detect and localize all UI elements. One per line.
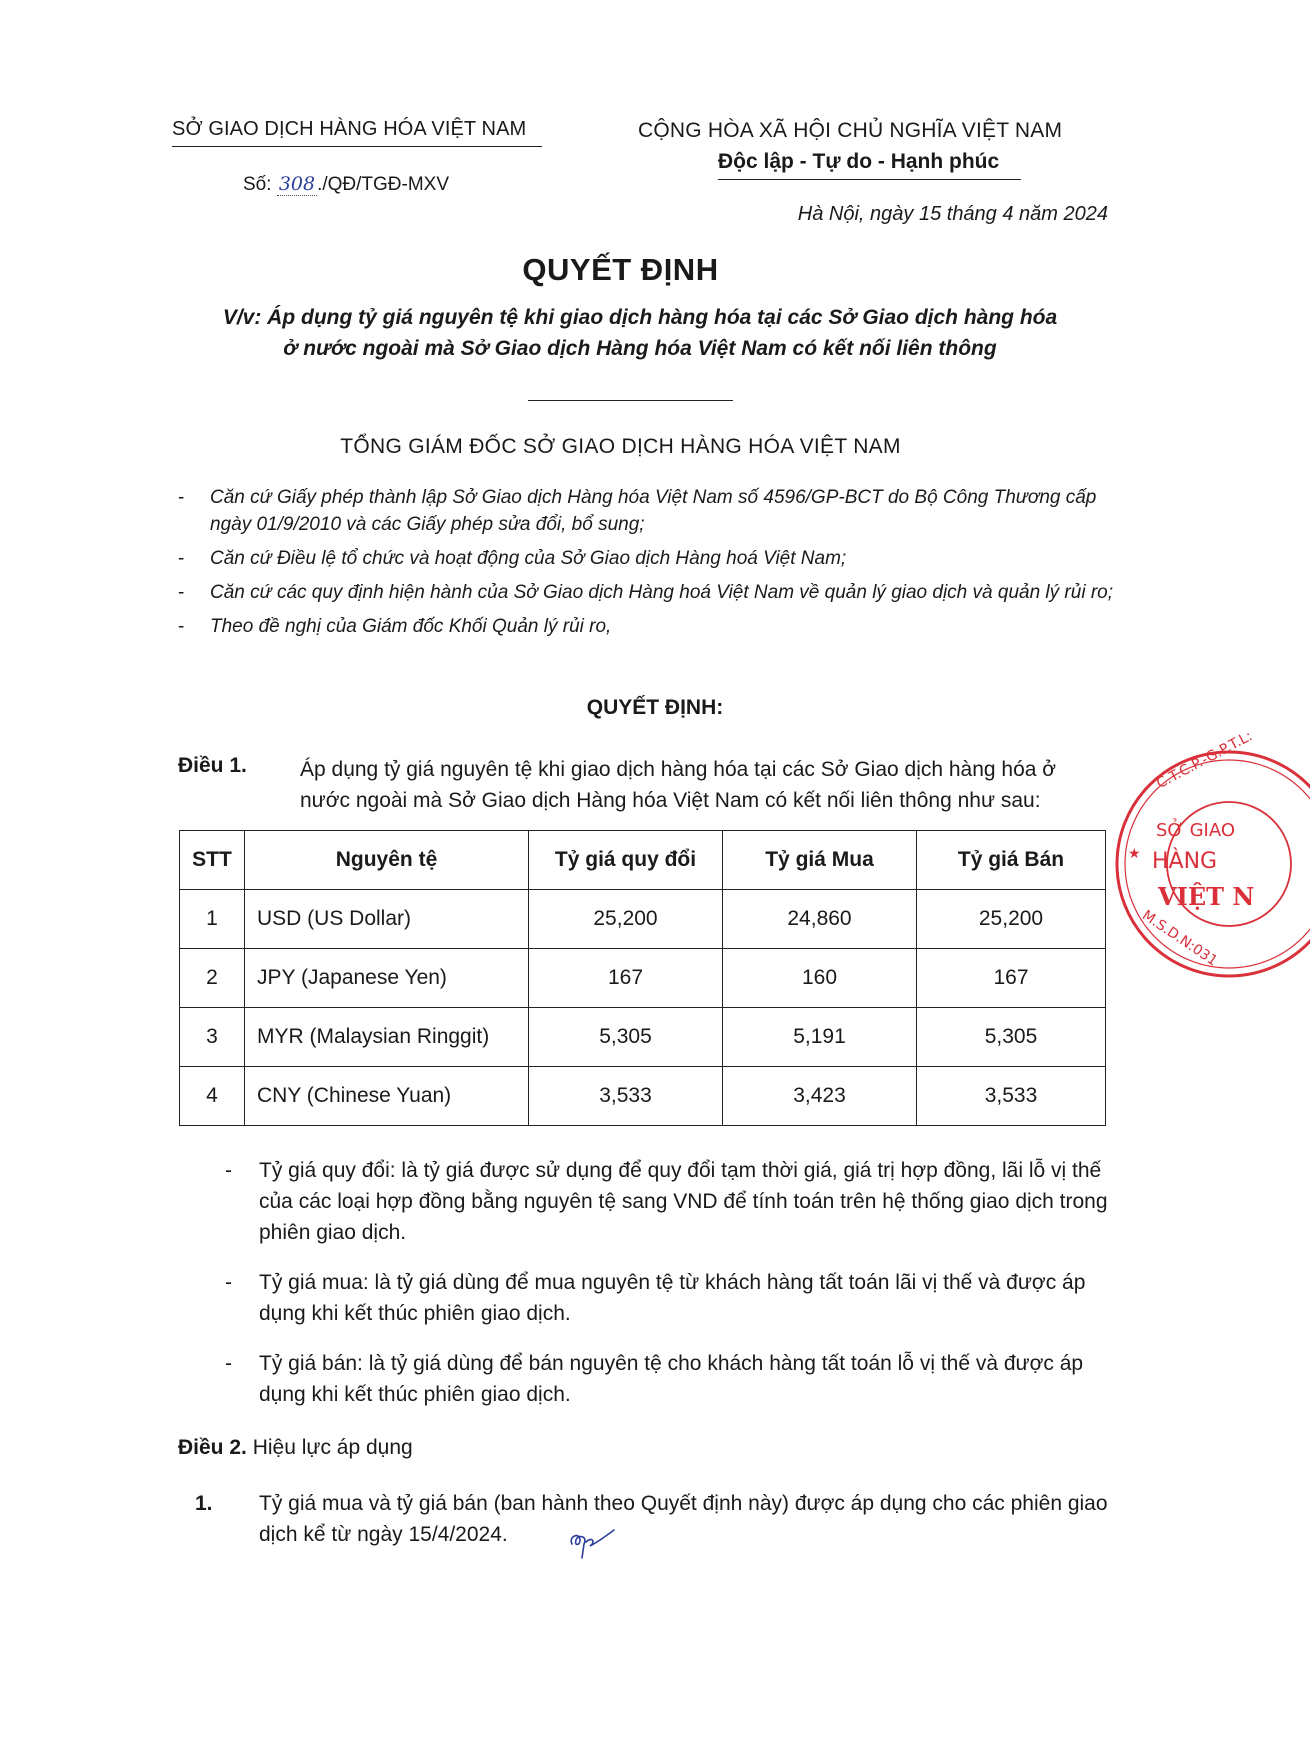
list-dash: - — [178, 487, 185, 508]
definition-item: - Tỷ giá bán: là tỷ giá dùng để bán nguyên tệ cho khách hàng tất toán lỗ vị thế và được áp dụng khi kết thúc phiên giao dịch. — [225, 1348, 1115, 1410]
svg-text:M.S.D.N:031: M.S.D.N:031 — [1139, 907, 1221, 970]
handwritten-number: 308 — [278, 173, 316, 195]
article-2-label: Điều 2. — [178, 1436, 247, 1459]
document-number — [243, 173, 449, 196]
issue-date: Hà Nội, ngày 15 tháng 4 năm 2024 — [797, 203, 1108, 225]
cell-currency: CNY (Chinese Yuan) — [245, 1067, 529, 1126]
table-header-row — [180, 831, 1106, 890]
column-header-buy-rate: Tỷ giá Mua — [723, 831, 917, 890]
svg-text:SỞ GIAO: SỞ GIAO — [1156, 820, 1236, 841]
list-dash: - — [178, 616, 185, 637]
separator-rule — [528, 400, 733, 401]
cell-sell-rate: 3,533 — [917, 1067, 1106, 1126]
cell-sell-rate: 25,200 — [917, 890, 1106, 949]
list-dash: - — [225, 1271, 232, 1294]
article-2-title: Hiệu lực áp dụng — [252, 1436, 413, 1459]
article-2-item — [195, 1488, 1115, 1550]
cell-sell-rate: 5,305 — [917, 1008, 1106, 1067]
cell-buy-rate: 3,423 — [723, 1067, 917, 1126]
cell-currency: MYR (Malaysian Ringgit) — [245, 1008, 529, 1067]
list-dash: - — [178, 548, 185, 569]
article-1-text: Áp dụng tỷ giá nguyên tệ khi giao dịch hàng hóa tại các Sở Giao dịch hàng hóa ở nước ngoài mà Sở Giao dịch Hàng hóa Việt Nam có kết nối liên thông như sau: — [300, 758, 1057, 812]
definition-item: - Tỷ giá quy đổi: là tỷ giá được sử dụng để quy đổi tạm thời giá, giá trị hợp đồng, lãi lỗ vị thế của các loại hợp đồng bằng nguyên tệ sang VND để tính toán trên hệ thống giao dịch trong phiên giao dịch. — [225, 1155, 1115, 1248]
cell-sell-rate: 167 — [917, 949, 1106, 1008]
item-text: Tỷ giá mua và tỷ giá bán (ban hành theo Quyết định này) được áp dụng cho các phiên giao dịch kể từ ngày 15/4/2024. — [259, 1492, 1108, 1546]
initials-signature — [566, 1522, 618, 1562]
cell-conversion-rate: 25,200 — [529, 890, 723, 949]
rate-definitions-list — [225, 1155, 1115, 1429]
legal-basis-item: - Theo đề nghị của Giám đốc Khối Quản lý rủi ro, — [178, 613, 1118, 640]
list-dash: - — [178, 582, 185, 603]
column-header-sell-rate: Tỷ giá Bán — [917, 831, 1106, 890]
cell-conversion-rate: 3,533 — [529, 1067, 723, 1126]
svg-text:VIỆT N: VIỆT N — [1158, 882, 1255, 911]
table-row — [180, 1008, 1106, 1067]
svg-text:C.T.C.P.-G.P.T.L:: C.T.C.P.-G.P.T.L: — [1154, 728, 1256, 793]
svg-text:HÀNG: HÀNG — [1152, 849, 1218, 874]
cell-stt: 4 — [180, 1067, 245, 1126]
legal-basis-item: - Căn cứ các quy định hiện hành của Sở Giao dịch Hàng hoá Việt Nam về quản lý giao dịch và quản lý rủi ro; — [178, 579, 1118, 606]
article-2-heading — [178, 1436, 413, 1460]
cell-currency: JPY (Japanese Yen) — [245, 949, 529, 1008]
company-seal-stamp — [1104, 728, 1256, 980]
cell-conversion-rate: 167 — [529, 949, 723, 1008]
number-suffix: ./QĐ/TGĐ-MXV — [317, 174, 450, 195]
table-row — [180, 949, 1106, 1008]
definition-item: - Tỷ giá mua: là tỷ giá dùng để mua nguyên tệ từ khách hàng tất toán lãi vị thế và được áp dụng khi kết thúc phiên giao dịch. — [225, 1267, 1115, 1329]
national-motto: Độc lập - Tự do - Hạnh phúc — [718, 150, 1000, 173]
number-label: Số: — [243, 174, 272, 195]
cell-buy-rate: 5,191 — [723, 1008, 917, 1067]
item-number: 1. — [195, 1492, 213, 1515]
subject-line-2: ở nước ngoài mà Sở Giao dịch Hàng hóa Việt Nam có kết nối liên thông — [283, 337, 997, 360]
list-dash: - — [225, 1159, 232, 1182]
legal-basis-item: - Căn cứ Giấy phép thành lập Sở Giao dịch Hàng hóa Việt Nam số 4596/GP-BCT do Bộ Công Thương cấp ngày 01/9/2010 và các Giấy phép sửa đổi, bổ sung; — [178, 484, 1118, 538]
column-header-conversion-rate: Tỷ giá quy đổi — [529, 831, 723, 890]
list-dash: - — [225, 1352, 232, 1375]
organization-name: SỞ GIAO DỊCH HÀNG HÓA VIỆT NAM — [172, 118, 527, 140]
document-title: QUYẾT ĐỊNH — [522, 252, 719, 287]
article-1-label: Điều 1. — [178, 754, 247, 777]
document-subject — [170, 302, 1110, 364]
cell-buy-rate: 160 — [723, 949, 917, 1008]
subject-line-1: V/v: Áp dụng tỷ giá nguyên tệ khi giao dịch hàng hóa tại các Sở Giao dịch hàng hóa — [222, 306, 1058, 329]
cell-buy-rate: 24,860 — [723, 890, 917, 949]
svg-text:★: ★ — [1128, 846, 1141, 862]
country-name: CỘNG HÒA XÃ HỘI CHỦ NGHĨA VIỆT NAM — [638, 119, 1063, 142]
decision-heading: QUYẾT ĐỊNH: — [586, 696, 724, 719]
table-row — [180, 890, 1106, 949]
column-header-currency: Nguyên tệ — [245, 831, 529, 890]
organization-underline — [172, 146, 542, 147]
cell-stt: 3 — [180, 1008, 245, 1067]
legal-bases-list — [178, 484, 1118, 647]
issuing-authority: TỔNG GIÁM ĐỐC SỞ GIAO DỊCH HÀNG HÓA VIỆT NAM — [340, 435, 901, 458]
table-row — [180, 1067, 1106, 1126]
exchange-rate-table — [179, 830, 1106, 1126]
cell-currency: USD (US Dollar) — [245, 890, 529, 949]
legal-basis-item: - Căn cứ Điều lệ tổ chức và hoạt động của Sở Giao dịch Hàng hoá Việt Nam; — [178, 545, 1118, 572]
column-header-stt: STT — [180, 831, 245, 890]
motto-underline — [718, 179, 1021, 180]
cell-stt: 1 — [180, 890, 245, 949]
cell-conversion-rate: 5,305 — [529, 1008, 723, 1067]
cell-stt: 2 — [180, 949, 245, 1008]
